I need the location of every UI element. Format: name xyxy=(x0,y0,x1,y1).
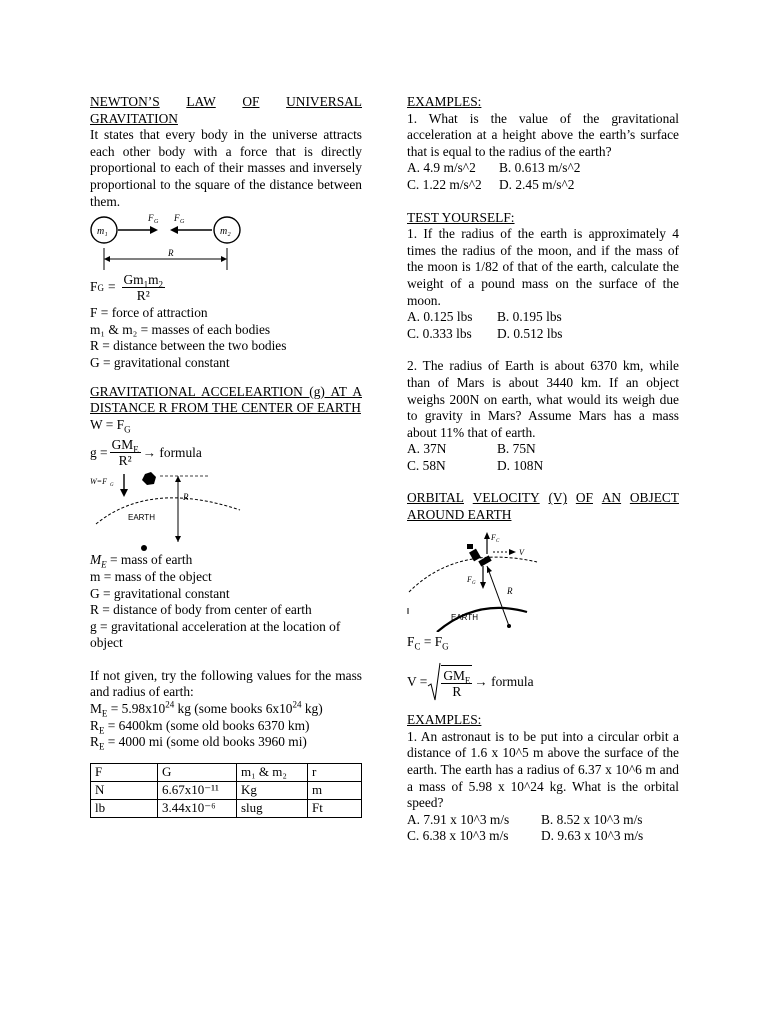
radius-label: R xyxy=(183,492,189,503)
distance-label: R xyxy=(168,248,174,259)
answer-options-4 xyxy=(407,812,679,845)
gravitation-formula: F G = $\frac{Gm_1m_2}{\text{R²}}$ xyxy=(90,272,164,304)
table-cell: 3.44x10⁻⁶ xyxy=(158,799,237,817)
orbit-path xyxy=(409,557,537,592)
definition-line: m = mass of the object xyxy=(90,568,212,584)
table-cell: 6.67x10⁻¹¹ xyxy=(158,781,237,799)
svg-text:G: G xyxy=(154,219,159,226)
earth-values xyxy=(90,701,362,751)
title-line-2: GRAVITATION xyxy=(90,110,178,126)
section-title-newtons-law xyxy=(90,94,362,127)
definition-line: G = gravitational constant xyxy=(90,354,230,370)
section-title-gravitational-acceleration-2: DISTANCE R FROM THE CENTER OF EARTH xyxy=(90,400,361,416)
options-row: A. 4.9 m/s^2 B. 0.613 m/s^2 xyxy=(407,160,581,176)
radius-line xyxy=(487,566,509,626)
fraction: $\frac{GM_E}{\text{R²}}$ xyxy=(111,437,139,469)
options-row: A. 0.125 lbs B. 0.195 lbs xyxy=(407,309,562,325)
definition-line: G = gravitational constant xyxy=(90,585,230,601)
right-column xyxy=(407,94,679,845)
sqrt-symbol xyxy=(427,662,474,702)
earth-surface-arc xyxy=(96,498,240,524)
table-cell: Kg xyxy=(237,781,308,799)
left-column xyxy=(90,94,362,818)
example-question-2: 1. An astronaut is to be put into a circular orbit a distance of 1.6 x 10^5 m above the surface of the earth. The earth has a radius of 6.37 x 10^6 m and a mass of 5.98 x 10^24 kg. What is the orbital speed? xyxy=(407,728,679,811)
options-row: C. 6.38 x 10^3 m/s D. 9.63 x 10^3 m/s xyxy=(407,828,644,844)
svg-text:W=F: W=F xyxy=(90,477,107,487)
table-cell: N xyxy=(91,781,158,799)
svg-text:F: F xyxy=(491,532,496,542)
test-yourself-heading: TEST YOURSELF: xyxy=(407,209,515,225)
fraction: $\frac{Gm_1m_2}{\text{R²}}$ xyxy=(123,272,164,304)
variable-definitions-1 xyxy=(90,305,362,371)
force-arrow-left xyxy=(170,226,178,234)
table-cell: m xyxy=(308,781,362,799)
svg-text:G: G xyxy=(180,219,185,226)
gravity-force-arrow xyxy=(480,582,486,589)
answer-options-2 xyxy=(407,309,679,342)
table-cell: F xyxy=(91,763,158,781)
title-word: NEWTON’S xyxy=(90,94,160,109)
earth-label: EARTH xyxy=(451,612,478,622)
example-question-1: 1. What is the value of the gravitational acceleration at a height above the earth’s surface that is equal to the radius of the earth? xyxy=(407,110,679,159)
orbit-diagram xyxy=(407,532,679,632)
title-word: UNIVERSAL xyxy=(286,94,362,109)
definition-line: R = distance of body from center of earth xyxy=(90,602,312,618)
two-masses-diagram xyxy=(90,212,362,274)
radius-label: R xyxy=(507,585,513,596)
g-formula: g = $\frac{GM_E}{\text{R²}}$ → formula xyxy=(90,437,202,469)
table-row xyxy=(91,781,362,799)
title-word: OF xyxy=(242,94,260,109)
definition-line: $M_E$ = mass of earth xyxy=(90,552,193,570)
title-word: LAW xyxy=(186,94,216,109)
svg-text:G: G xyxy=(110,483,114,489)
options-row: A. 37N B. 75N xyxy=(407,441,536,457)
centripetal-force-arrow xyxy=(484,532,490,539)
options-row: A. 7.91 x 10^3 m/s B. 8.52 x 10^3 m/s xyxy=(407,811,643,827)
svg-text:C: C xyxy=(496,538,500,544)
table-row xyxy=(91,799,362,817)
object-icon xyxy=(142,472,156,485)
test-question-1: 1. If the radius of the earth is approximately 4 times the radius of the moon, and if the mass of the moon is 1/82 of that of the earth, calculate the weight of a pound mass on the surface of the moon. xyxy=(407,226,679,308)
force-arrow-right xyxy=(150,226,158,234)
definition-line: F = force of attraction xyxy=(90,305,208,321)
table-cell: m₁ & m₂ xyxy=(237,763,308,781)
law-description: It states that every body in the universe attracts each other body with a force that is directly proportional to each of their masses and inversely proportional to the square of the distance between them. xyxy=(90,127,362,209)
weight-arrow xyxy=(120,489,128,497)
force-balance-equation: $F_C = F_G$ xyxy=(407,633,449,652)
definition-line: g = gravitational acceleration at the location of object xyxy=(90,618,341,651)
mass-1-label: m₁ xyxy=(97,226,108,238)
definition-line: m₁ & m₂ = masses of each bodies xyxy=(90,321,271,337)
examples-heading-1: EXAMPLES: xyxy=(407,94,482,109)
orbital-velocity-title-2: AROUND EARTH xyxy=(407,507,512,523)
definition-line: R = distance between the two bodies xyxy=(90,338,287,354)
earth-center-dot xyxy=(141,545,147,551)
value-line: $M_E = 5.98x10^{24}$ kg (some books $6x10^{24}$ kg) xyxy=(90,699,323,719)
variable-definitions-2 xyxy=(90,552,362,652)
value-line: $R_E = 4000$ mi (some old books 3960 mi) xyxy=(90,734,307,752)
svg-text:F: F xyxy=(174,213,180,224)
options-row: C. 0.333 lbs D. 0.512 lbs xyxy=(407,325,563,341)
earth-values-note: If not given, try the following values for the mass and radius of earth: xyxy=(90,667,362,700)
velocity-label: V xyxy=(519,547,524,557)
examples-heading-2: EXAMPLES: xyxy=(407,712,482,728)
table-cell: lb xyxy=(91,799,158,817)
mass-2-label: m₂ xyxy=(220,226,231,238)
svg-text:F: F xyxy=(148,213,154,224)
options-row: C. 58N D. 108N xyxy=(407,457,544,473)
satellite-icon xyxy=(467,544,492,567)
test-question-2: 2. The radius of Earth is about 6370 km, while than of Mars is about 3440 km. If an object weighs 200N on earth, what would its weigh due to gravity in Mars? Assume Mars has a mass about 11% that of earth. xyxy=(407,358,679,440)
answer-options-3 xyxy=(407,441,679,474)
units-table xyxy=(90,763,362,818)
options-row: C. 1.22 m/s^2 D. 2.45 m/s^2 xyxy=(407,176,575,192)
value-line: $R_E = 6400km$ (some old books 6370 km) xyxy=(90,717,310,736)
table-cell: G xyxy=(158,763,237,781)
orbital-velocity-formula: V = $\frac{GM_E}{R}$ → formula xyxy=(407,662,679,702)
table-row xyxy=(91,763,362,781)
table-cell: slug xyxy=(237,799,308,817)
svg-text:G: G xyxy=(472,580,476,586)
radical-sign xyxy=(427,662,441,702)
table-cell: r xyxy=(308,763,362,781)
earth-label: EARTH xyxy=(128,513,155,523)
velocity-arrow xyxy=(509,549,516,555)
table-cell: Ft xyxy=(308,799,362,817)
section-title-gravitational-acceleration-1: GRAVITATIONAL ACCELEARTION (g) AT A xyxy=(90,383,362,399)
orbital-velocity-title-1: ORBITAL VELOCITY (V) OF AN OBJECT xyxy=(407,490,679,506)
weight-equation: $W = F_G$ xyxy=(90,416,131,435)
earth-distance-diagram xyxy=(90,470,362,552)
answer-options-1 xyxy=(407,160,679,193)
svg-text:F: F xyxy=(467,574,472,584)
fraction: $\frac{GM_E}{R}$ xyxy=(441,665,472,699)
title-line-1 xyxy=(90,94,362,111)
